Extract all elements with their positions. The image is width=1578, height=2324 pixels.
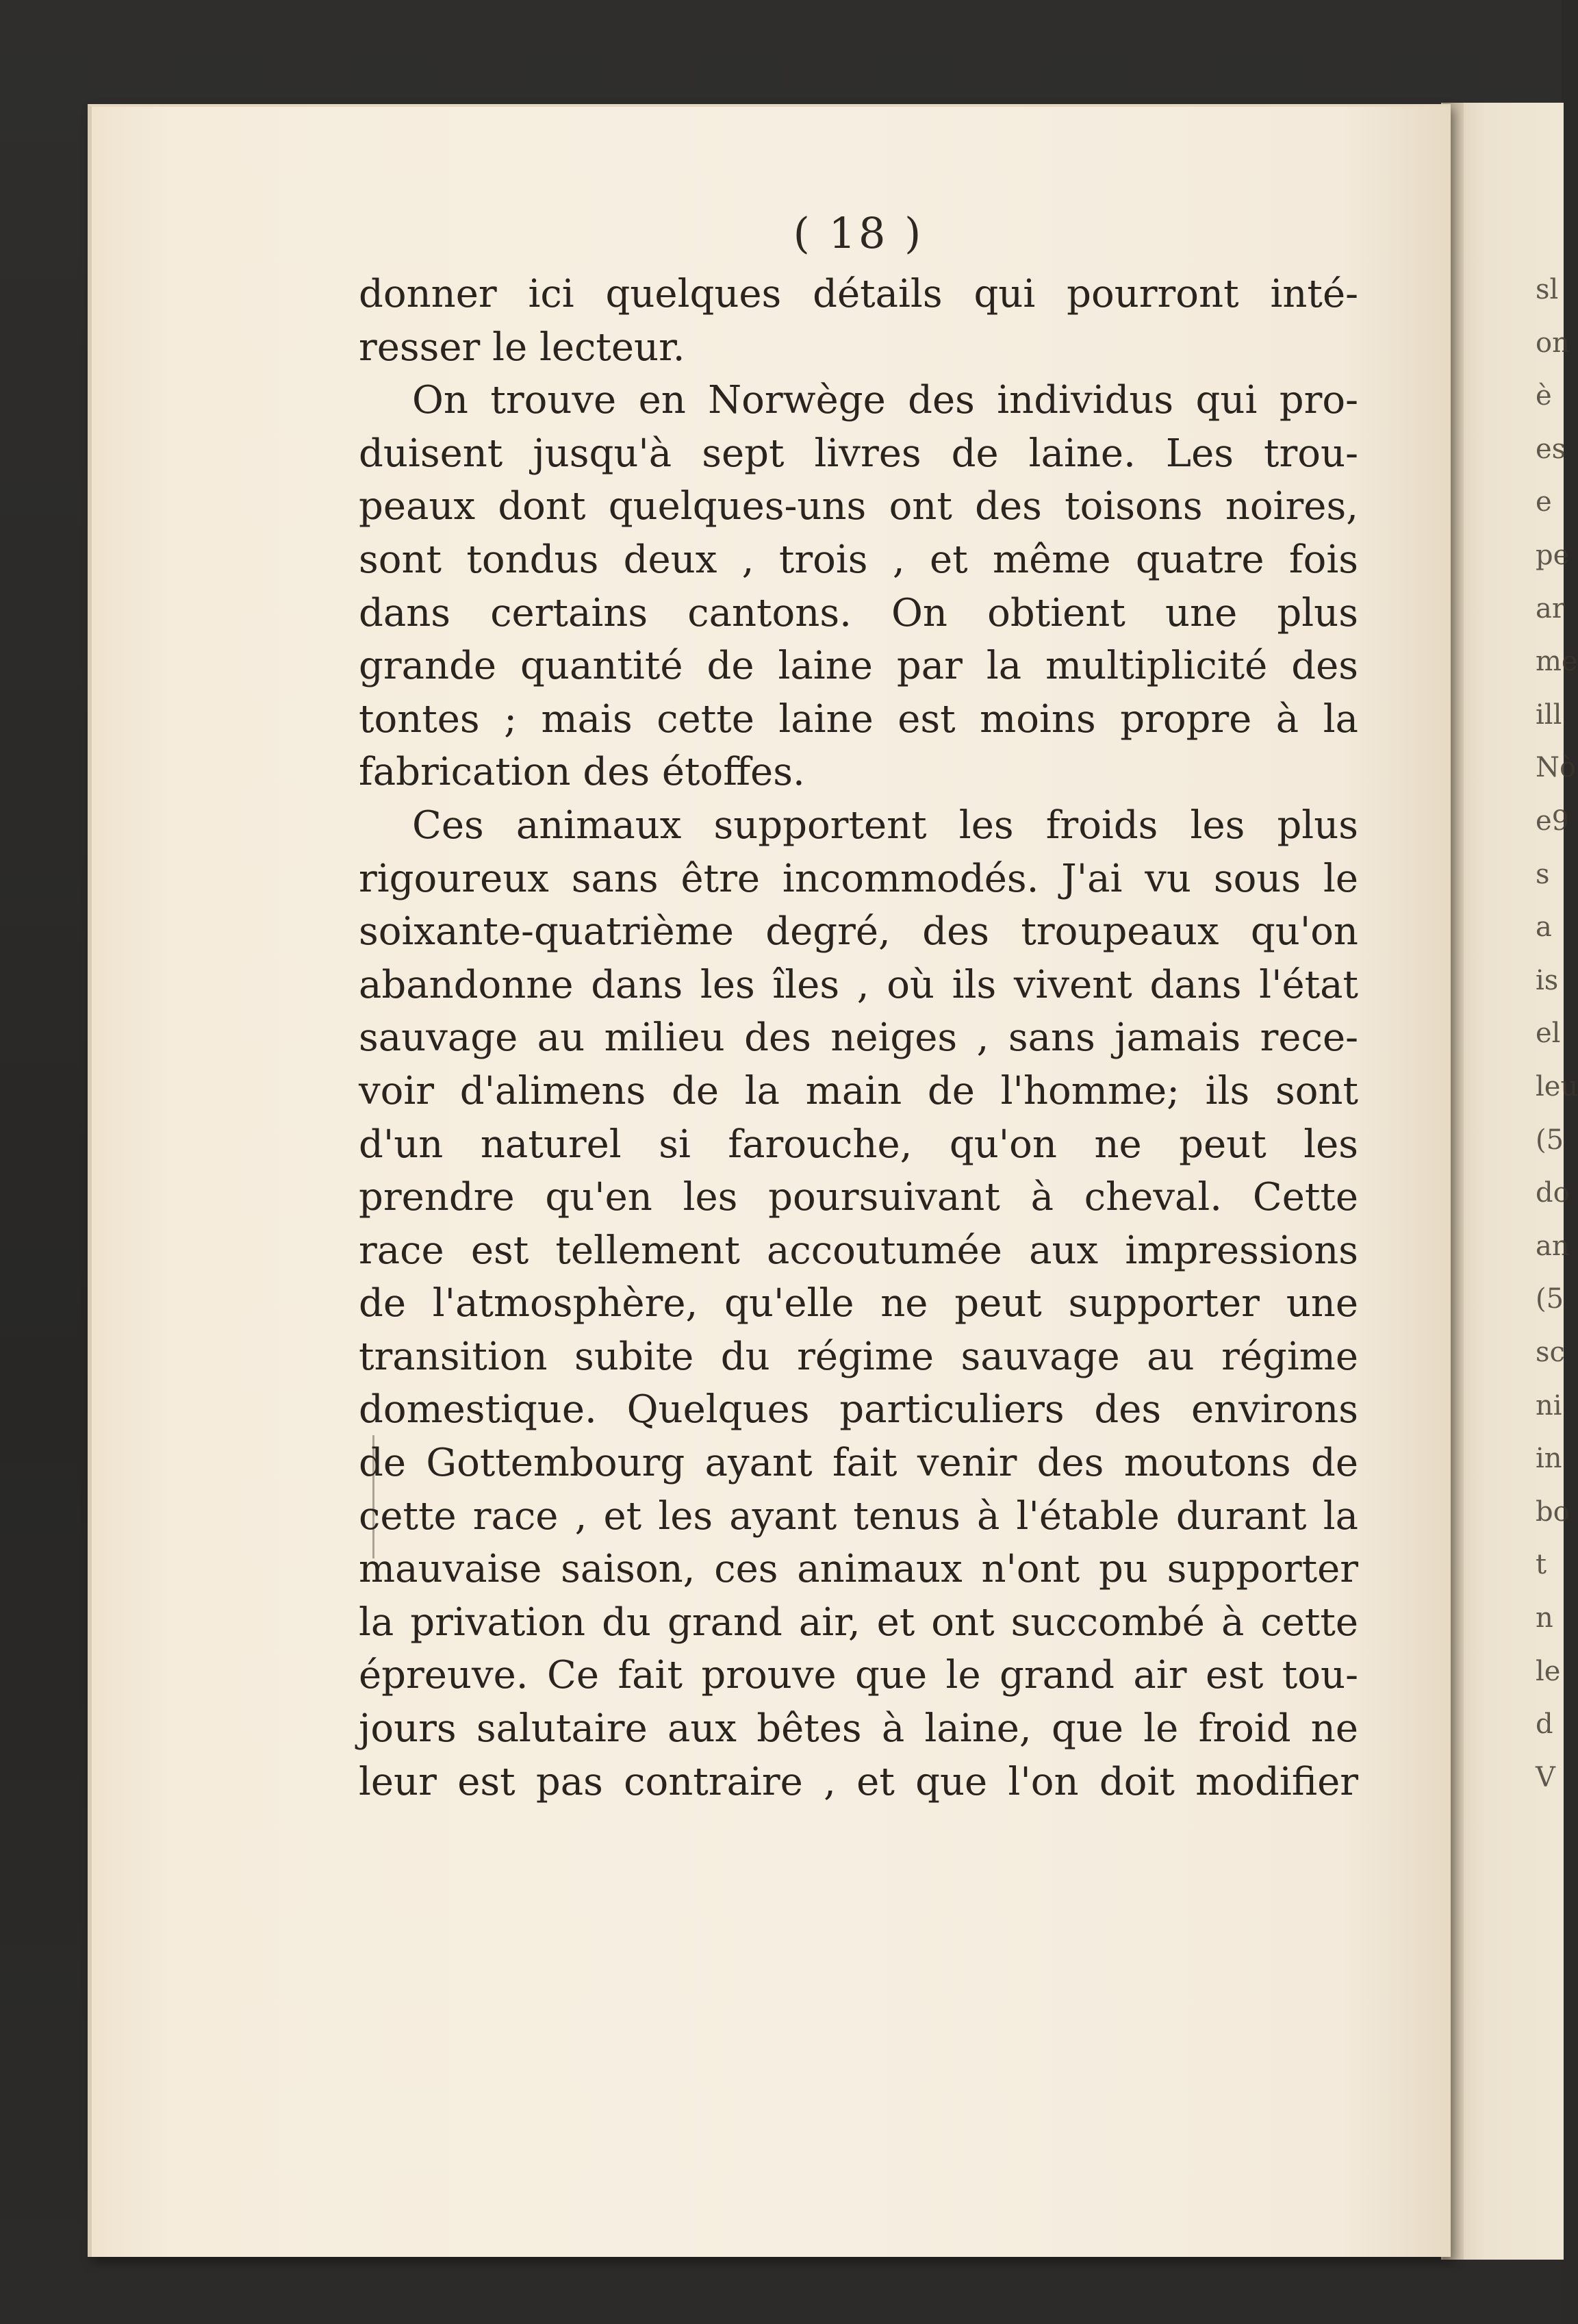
- text-line: jours salutaire aux bêtes à laine, que le froid ne: [359, 1706, 1358, 1752]
- text-line: de l'atmosphère, qu'elle ne peut supporter une: [359, 1281, 1358, 1326]
- facing-page-fragment: e: [1536, 486, 1552, 518]
- text-line: mauvaise saison, ces animaux n'ont pu supporter: [359, 1547, 1358, 1592]
- text-line: prendre qu'en les poursuivant à cheval. Cette: [359, 1175, 1358, 1220]
- facing-page-edge: [1441, 103, 1578, 2260]
- body-text: [359, 268, 1358, 1808]
- facing-page-fragment: bo: [1536, 1495, 1570, 1528]
- facing-page-fragment: è: [1536, 380, 1552, 412]
- text-line: abandonne dans les îles , où ils vivent dans l'état: [359, 962, 1358, 1007]
- facing-page-fragment: ni: [1536, 1389, 1562, 1422]
- facing-page-fragment: V: [1536, 1761, 1555, 1793]
- facing-page-fragment: t: [1536, 1549, 1547, 1581]
- text-line: d'un naturel si farouche, qu'on ne peut les: [359, 1122, 1358, 1167]
- text-line: leur est pas contraire , et que l'on doit modifier: [359, 1759, 1358, 1804]
- facing-page-fragment: (5: [1536, 1283, 1564, 1315]
- book-page: [88, 104, 1451, 2257]
- text-line: cette race , et les ayant tenus à l'étable durant la: [359, 1493, 1358, 1539]
- text-line: donner ici quelques détails qui pourront inté-: [359, 272, 1358, 316]
- facing-page-fragment: in: [1536, 1443, 1562, 1475]
- facing-page-fragment: sl: [1536, 274, 1559, 305]
- facing-page-fragment: ill: [1536, 698, 1562, 731]
- text-line: Ces animaux supportent les froids les plus: [412, 803, 1358, 848]
- text-line: fabrication des étoffes.: [359, 750, 805, 795]
- text-line: voir d'alimens de la main de l'homme; ils sont: [359, 1068, 1358, 1113]
- facing-page-fragment: do: [1536, 1177, 1570, 1209]
- text-line: sont tondus deux , trois , et même quatre fois: [359, 537, 1358, 582]
- facing-page-fragment: leu: [1536, 1071, 1578, 1102]
- page-number: ( 18 ): [793, 208, 924, 258]
- facing-page-fragment: a: [1536, 911, 1552, 944]
- facing-page-fragment: (5: [1536, 1124, 1564, 1156]
- facing-page-fragment: on: [1536, 327, 1570, 359]
- facing-page-fragment: Nò: [1536, 752, 1577, 784]
- text-line: race est tellement accoutumée aux impressions: [359, 1228, 1358, 1273]
- page-content: [359, 206, 1358, 2055]
- facing-page-fragment: s: [1536, 858, 1550, 890]
- text-line: transition subite du régime sauvage au régime: [359, 1334, 1358, 1379]
- facing-page-fragment: ar: [1536, 592, 1565, 624]
- facing-page-fragment: is: [1536, 964, 1559, 996]
- text-line: sauvage au milieu des neiges , sans jamais rece-: [359, 1015, 1358, 1061]
- text-line: dans certains cantons. On obtient une plus: [359, 590, 1358, 635]
- text-line: rigoureux sans être incommodés. J'ai vu sous le: [359, 856, 1358, 901]
- text-line: la privation du grand air, et ont succombé à cette: [359, 1600, 1358, 1645]
- text-line: duisent jusqu'à sept livres de laine. Les trou-: [359, 431, 1358, 476]
- facing-page-fragment: an: [1536, 1230, 1570, 1262]
- facing-page-fragment: sc: [1536, 1337, 1565, 1368]
- text-line: On trouve en Norwège des individus qui pro-: [412, 378, 1358, 423]
- text-line: tontes ; mais cette laine est moins propre à la: [359, 696, 1358, 742]
- facing-page-fragment: d: [1536, 1708, 1553, 1741]
- text-line: soixante-quatrième degré, des troupeaux qu'on: [359, 909, 1358, 955]
- facing-page-fragment: pe: [1536, 540, 1570, 571]
- facing-page-fragment: es: [1536, 433, 1566, 465]
- facing-page-fragment: el: [1536, 1018, 1561, 1050]
- facing-page-fragment: e9: [1536, 805, 1570, 837]
- text-line: de Gottembourg ayant fait venir des moutons de: [359, 1441, 1358, 1486]
- facing-page-fragment: n: [1536, 1602, 1553, 1634]
- text-line: épreuve. Ce fait prouve que le grand air est tou-: [359, 1653, 1358, 1698]
- text-line: domestique. Quelques particuliers des environs: [359, 1387, 1358, 1432]
- text-line: grande quantité de laine par la multiplicité des: [359, 644, 1358, 689]
- text-line: peaux dont quelques-uns ont des toisons noires,: [359, 484, 1358, 529]
- facing-page-fragment: le: [1536, 1655, 1561, 1687]
- facing-page-fragment: me: [1536, 646, 1578, 678]
- text-line: resser le lecteur.: [359, 325, 685, 370]
